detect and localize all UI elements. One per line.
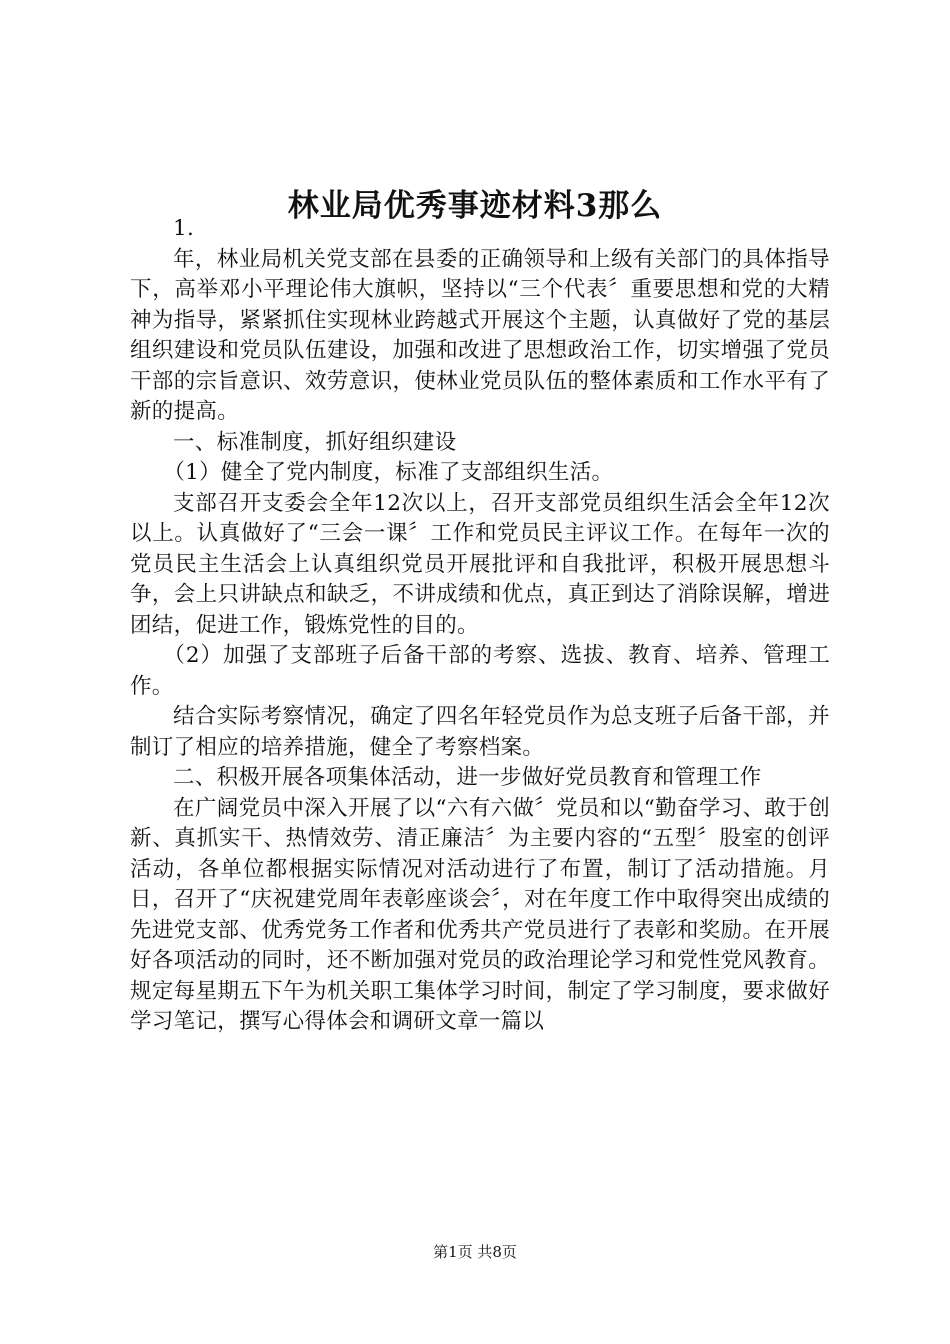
paragraph-intro: 年，林业局机关党支部在县委的正确领导和上级有关部门的具体指导下，高举邓小平理论伟大旗帜，坚持以“三个代表〞重要思想和党的大精神为指导，紧紧抓住实现林业跨越式开展这个主题，认真做好了党的基层组织建设和党员队伍建设，加强和改进了思想政治工作，切实增强了党员干部的宗旨意识、效劳意识，使林业党员队伍的整体素质和工作水平有了新的提高。 [130,246,830,424]
document-title: 林业局优秀事迹材料3那么 [287,188,663,224]
subheading-2: （2）加强了支部班子后备干部的考察、选拔、教育、培养、管理工作。 [130,643,830,699]
paragraph-meetings: 支部召开支委会全年12次以上，召开支部党员组织生活会全年12次以上。认真做好了“三会一课〞工作和党员民主评议工作。在每年一次的党员民主生活会上认真组织党员开展批评和自我批评，积极开展思想斗争，会上只讲缺点和缺乏，不讲成绩和优点，真正到达了消除误解，增进团结，促进工作，锻炼党性的目的。 [130,490,830,638]
subheading-1: （1）健全了党内制度，标准了支部组织生活。 [163,460,614,485]
section-heading-2: 二、积极开展各项集体活动，进一步做好党员教育和管理工作 [173,765,762,790]
paragraph-activities: 在广阔党员中深入开展了以“六有六做〞党员和以“勤奋学习、敢于创新、真抓实干、热情效劳、清正廉洁〞为主要内容的“五型〞股室的创评活动，各单位都根据实际情况对活动进行了布置，制订了活动措施。月日，召开了“庆祝建党周年表彰座谈会〞，对在年度工作中取得突出成绩的先进党支部、优秀党务工作者和优秀共产党员进行了表彰和奖励。在开展好各项活动的同时，还不断加强对党员的政治理论学习和党性党风教育。规定每星期五下午为机关职工集体学习时间，制定了学习制度，要求做好学习笔记，撰写心得体会和调研文章一篇以 [130,795,830,1034]
page-footer: 第1页 共8页 [433,1243,517,1261]
paragraph-reserve-cadres: 结合实际考察情况，确定了四名年轻党员作为总支班子后备干部，并制订了相应的培养措施，健全了考察档案。 [130,704,830,760]
document-body [130,214,830,1038]
section-heading-1: 一、标准制度，抓好组织建设 [173,429,457,455]
paragraph-number: 1. [173,216,195,241]
